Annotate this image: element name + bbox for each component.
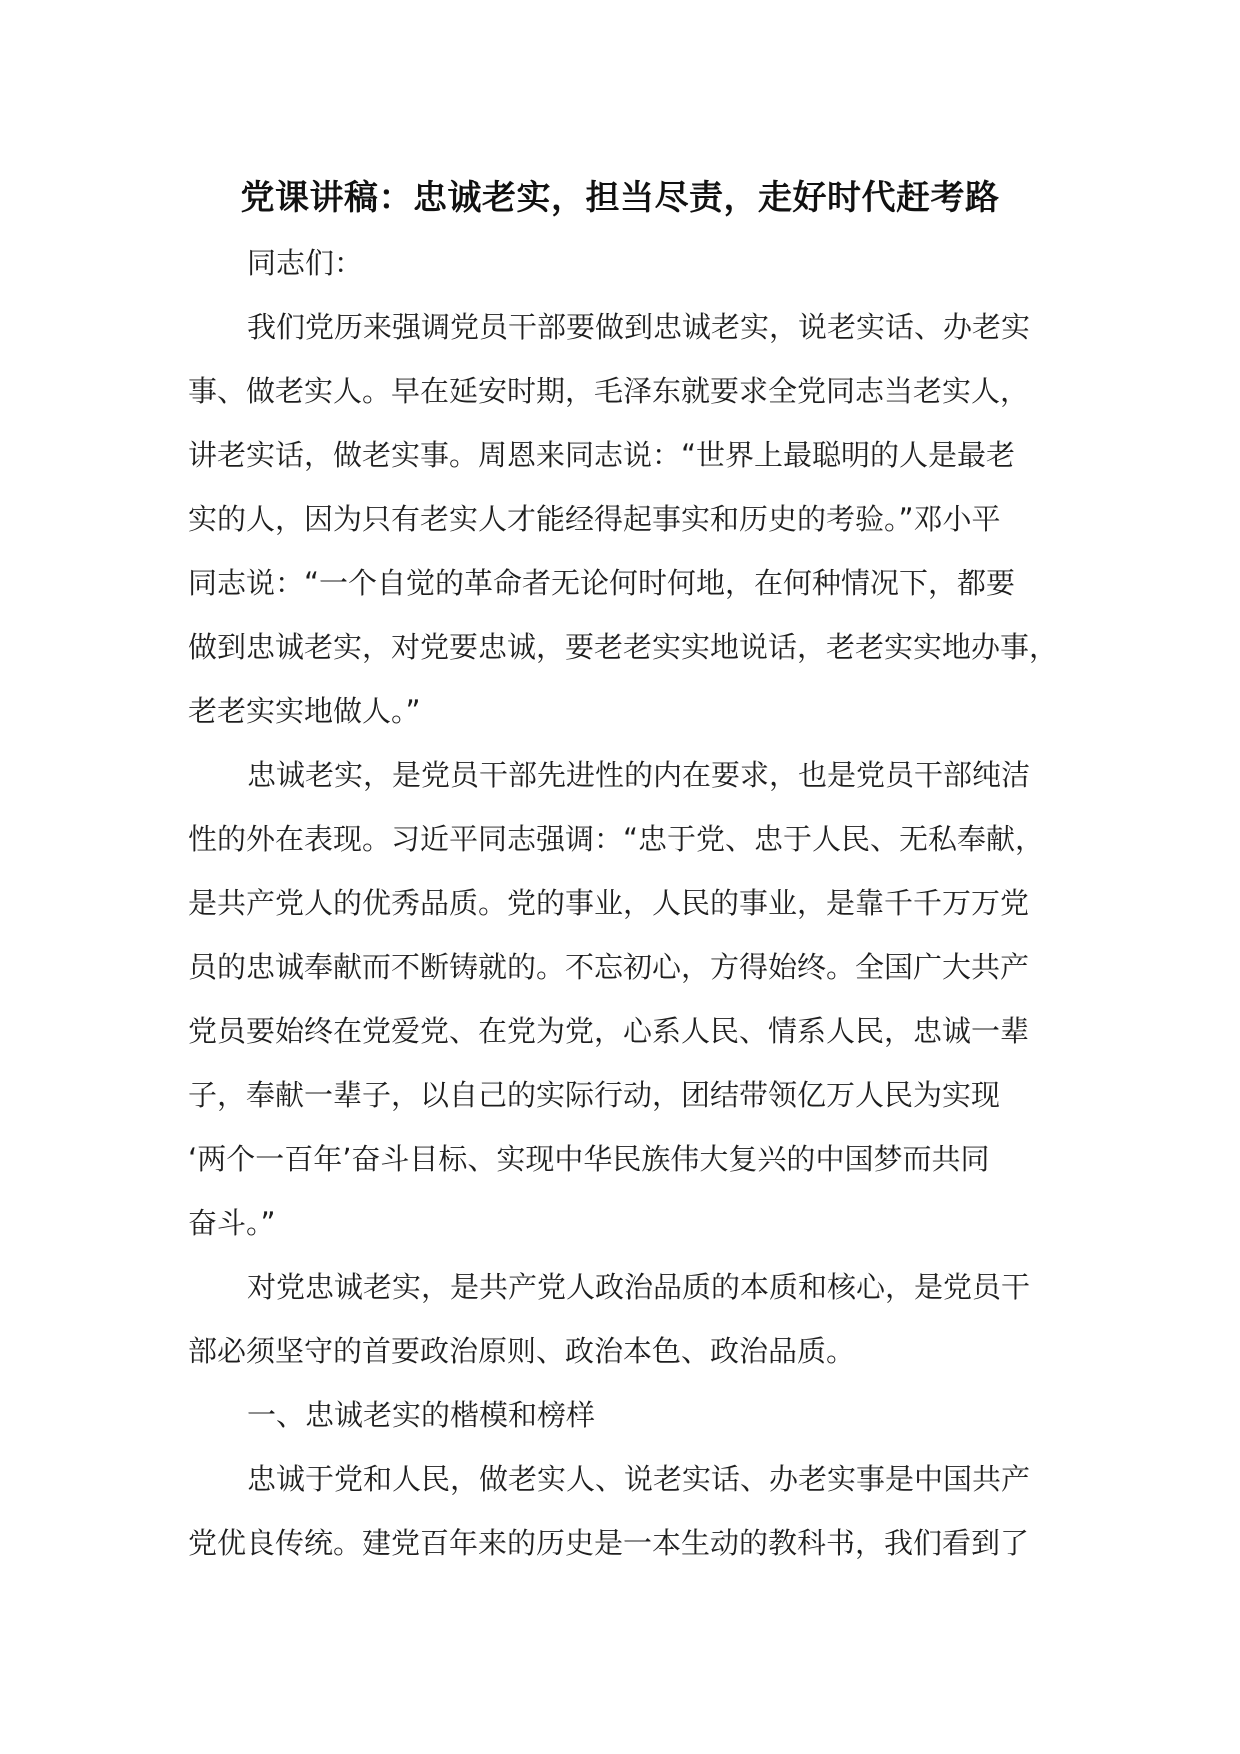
paragraph-line: ‘两个一百年’奋斗目标、实现中华民族伟大复兴的中国梦而共同	[188, 1142, 990, 1176]
salutation-line: 同志们：	[247, 246, 364, 280]
paragraph-line: 讲老实话，做老实事。周恩来同志说：“世界上最聪明的人是最老	[188, 438, 1016, 472]
paragraph-line: 子，奉献一辈子，以自己的实际行动，团结带领亿万人民为实现	[188, 1078, 1001, 1112]
paragraph-line: 党优良传统。建党百年来的历史是一本生动的教科书，我们看到了	[188, 1526, 1030, 1560]
paragraph-line: 性的外在表现。习近平同志强调：“忠于党、忠于人民、无私奉献，	[188, 822, 1045, 856]
paragraph-line: 忠诚于党和人民，做老实人、说老实话、办老实事是中国共产	[247, 1462, 1031, 1496]
paragraph-line: 是共产党人的优秀品质。党的事业，人民的事业，是靠千千万万党	[188, 886, 1030, 920]
paragraph-line: 同志说：“一个自觉的革命者无论何时何地，在何种情况下，都要	[188, 566, 1016, 600]
paragraph-line: 老老实实地做人。”	[188, 694, 421, 728]
paragraph-line: 对党忠诚老实，是共产党人政治品质的本质和核心，是党员干	[247, 1270, 1031, 1304]
section-heading: 一、忠诚老实的楷模和榜样	[247, 1398, 596, 1432]
document-title: 党课讲稿：忠诚老实，担当尽责，走好时代赶考路	[240, 178, 1000, 218]
paragraph-line: 奋斗。”	[188, 1206, 276, 1240]
paragraph-line: 忠诚老实，是党员干部先进性的内在要求，也是党员干部纯洁	[247, 758, 1031, 792]
paragraph-line: 党员要始终在党爱党、在党为党，心系人民、情系人民，忠诚一辈	[188, 1014, 1030, 1048]
paragraph-line: 我们党历来强调党员干部要做到忠诚老实，说老实话、办老实	[247, 310, 1031, 344]
paragraph-line: 员的忠诚奉献而不断铸就的。不忘初心，方得始终。全国广大共产	[188, 950, 1030, 984]
paragraph-line: 事、做老实人。早在延安时期，毛泽东就要求全党同志当老实人，	[188, 374, 1030, 408]
paragraph-line: 实的人，因为只有老实人才能经得起事实和历史的考验。”邓小平	[188, 502, 1001, 536]
paragraph-line: 部必须坚守的首要政治原则、政治本色、政治品质。	[188, 1334, 856, 1368]
paragraph-line: 做到忠诚老实，对党要忠诚，要老老实实地说话，老老实实地办事，	[188, 630, 1059, 664]
